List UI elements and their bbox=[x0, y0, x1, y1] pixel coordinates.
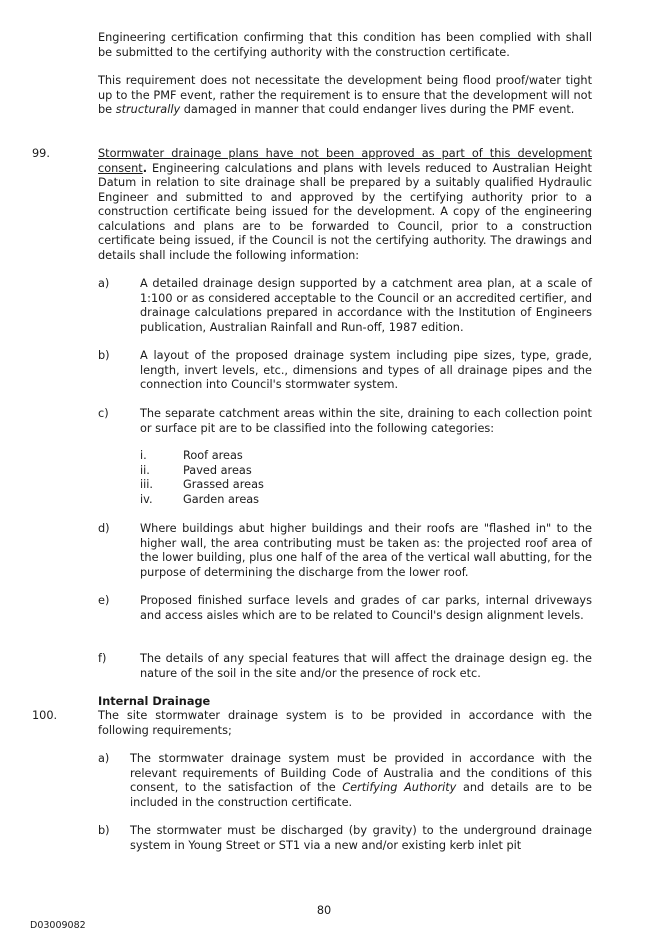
item-a-text-part1: The stormwater drainage system must be provided in accordance with the relevant requirements of Building Code of Australia and the conditions of this consent, to the satisfaction of the bbox=[130, 752, 592, 794]
category-4-label: iv. bbox=[140, 493, 153, 506]
intro-paragraph-2 bbox=[98, 74, 592, 118]
condition-99-body: Engineering calculations and plans with levels reduced to Australian Height Datum in relation to site drainage shall be prepared by a suitably qualified Hydraulic Engineer and submitted to and approved by the certifying authority prior to a construction certificate being issued for the development. A copy of the engineering calculations and plans are to be forwarded to Council, prior to a construction certificate being issued, if the Council is not the certifying authority. The drawings and details shall include the following information: bbox=[98, 161, 592, 262]
condition-100-paragraph: The site stormwater drainage system is to be provided in accordance with the following requirements; bbox=[98, 709, 592, 737]
item-a-text-part2: and details are to be included in the construction certificate. bbox=[130, 781, 592, 809]
condition-99-paragraph bbox=[98, 147, 592, 263]
page-number: 80 bbox=[316, 904, 332, 917]
category-1-text: Roof areas bbox=[183, 449, 243, 462]
condition-99-heading: Stormwater drainage plans have not been approved as part of this development consent bbox=[98, 147, 592, 175]
document-id: D03009082 bbox=[30, 920, 86, 931]
item-e-label: e) bbox=[98, 594, 110, 607]
intro-paragraph-2-text-b: damaged in manner that could endanger lives during the PMF event. bbox=[180, 103, 575, 116]
item-d-label: d) bbox=[98, 522, 110, 535]
item-b-text: A layout of the proposed drainage system including pipe sizes, type, grade, length, invert levels, etc., dimensions and types of all drainage pipes and the connection into Council's stormwater system. bbox=[140, 349, 592, 391]
item-e-text: Proposed finished surface levels and grades of car parks, internal driveways and access aisles which are to be related to Council's design alignment levels. bbox=[140, 594, 592, 622]
item-f-label: f) bbox=[98, 652, 107, 665]
category-3-label: iii. bbox=[140, 478, 154, 491]
category-2-text: Paved areas bbox=[183, 464, 252, 477]
intro-paragraph-2-text-a: This requirement does not necessitate the development being flood proof/water tight up to the PMF event, rather the requirement is to ensure that the development will not be bbox=[98, 74, 592, 116]
condition-99-number: 99. bbox=[32, 147, 50, 160]
item-c-text: The separate catchment areas within the site, draining to each collection point or surface pit are to be classified into the following categories: bbox=[140, 407, 592, 435]
category-3-text: Grassed areas bbox=[183, 478, 264, 491]
condition-99-heading-period: . bbox=[142, 161, 148, 175]
intro-paragraph-1: Engineering certification confirming that this condition has been complied with shall be submitted to the certifying authority with the construction certificate. bbox=[98, 31, 592, 59]
category-1-label: i. bbox=[140, 449, 147, 462]
internal-drainage-heading: Internal Drainage bbox=[98, 695, 211, 708]
condition-100-item-a-text bbox=[130, 752, 592, 810]
category-2-label: ii. bbox=[140, 464, 150, 477]
condition-100-item-b-label: b) bbox=[98, 824, 110, 837]
intro-paragraph-2-emphasis: structurally bbox=[115, 103, 181, 116]
condition-100-item-b-text: The stormwater must be discharged (by gravity) to the underground drainage system in Young Street or ST1 via a new and/or existing kerb inlet pit bbox=[130, 824, 592, 852]
item-a-label: a) bbox=[98, 277, 110, 290]
category-4-text: Garden areas bbox=[183, 493, 260, 506]
certifying-authority-emphasis: Certifying Authority bbox=[342, 781, 457, 794]
item-b-label: b) bbox=[98, 349, 110, 362]
item-f-text: The details of any special features that will affect the drainage design eg. the nature of the soil in the site and/or the presence of rock etc. bbox=[140, 652, 592, 680]
item-c-label: c) bbox=[98, 407, 109, 420]
condition-100-item-a-label: a) bbox=[98, 752, 110, 765]
item-d-text: Where buildings abut higher buildings and their roofs are "flashed in" to the higher wall, the area contributing must be taken as: the projected roof area of the lower building, plus one half of the area of the vertical wall abutting, for the purpose of determining the discharge from the lower roof. bbox=[140, 522, 592, 579]
condition-100-number: 100. bbox=[32, 709, 58, 722]
item-a-text: A detailed drainage design supported by a catchment area plan, at a scale of 1:100 or as considered acceptable to the Council or an accredited certifier, and drainage calculations prepared in accordance with the Institution of Engineers publication, Australian Rainfall and Run-off, 1987 edition. bbox=[140, 277, 592, 334]
